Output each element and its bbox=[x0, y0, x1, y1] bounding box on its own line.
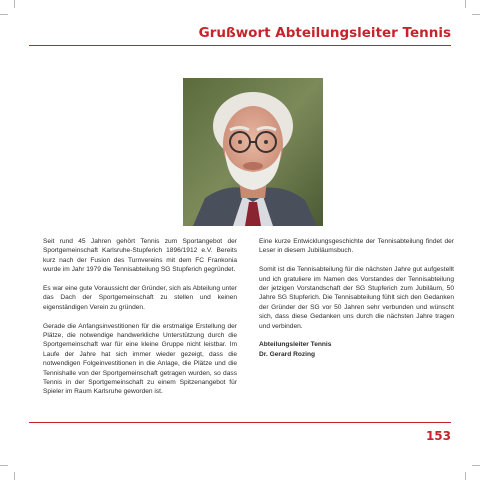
paragraph: Gerade die Anfangsinvestitionen für die erstmalige Erstellung der Plätze, die notwendige handwerkliche Unterstützung durch die Sportgemeinschaft war für eine kleine Gruppe nicht leistbar. Im Laufe der Jahre hat sich immer wieder gezeigt, dass die notwendigen Folgeinvestitionen in die Anlage, die Plätze und die Tennishalle von der Sportgemeinschaft getragen wurden, so dass Tennis in der Sportgemeinschaft zu einem Spitzenangebot für Spieler im Raum Karlsruhe geworden ist. bbox=[43, 322, 237, 396]
page-title: Grußwort Abteilungsleiter Tennis bbox=[198, 25, 451, 41]
crop-mark bbox=[472, 465, 480, 466]
crop-mark bbox=[14, 472, 15, 480]
crop-mark bbox=[14, 0, 15, 8]
crop-mark bbox=[465, 472, 466, 480]
crop-mark bbox=[0, 465, 8, 466]
right-column bbox=[259, 237, 454, 359]
paragraph: Es war eine gute Voraussicht der Gründer, sich als Abteilung unter das Dach der Sportgemeinschaft zu stellen und keinen eigenständigen Verein zu gründen. bbox=[43, 285, 237, 311]
paragraph: Eine kurze Entwicklungsgeschichte der Tennisabteilung findet der Leser in diesem Jubiläumsbuch. bbox=[259, 238, 454, 255]
title-divider bbox=[29, 45, 451, 46]
crop-mark bbox=[465, 0, 466, 8]
signature-role: Abteilungsleiter Tennis bbox=[259, 341, 332, 349]
signature-name: Dr. Gerard Rozing bbox=[259, 350, 316, 358]
footer-divider bbox=[29, 422, 451, 423]
portrait-photo bbox=[183, 78, 323, 226]
page-number: 153 bbox=[425, 429, 451, 443]
crop-mark bbox=[0, 14, 8, 15]
paragraph: Seit rund 45 Jahren gehört Tennis zum Sportangebot der Sportgemeinschaft Karlsruhe-Stupferich 1896/1912 e.V. Bereits kurz nach der Fusion des Turnvereins mit dem FC Frankonia wurde im Jahr 1979 die Tennisabteilung SG Stupferich gegründet. bbox=[43, 238, 237, 274]
left-column bbox=[43, 237, 237, 406]
paragraph: Somit ist die Tennisabteilung für die nächsten Jahre gut aufgestellt und ich gratuliere im Namen des Vorstandes der Tennisabteilung der jetzigen Vorstandschaft der SG Stupferich zum Jubiläum, 50 Jahre SG Stupferich. Die Tennisabteilung fühlt sich den Gedanken der Gründer der SG vor 50 Jahren sehr verbunden und wünscht sich, dass diese Gedanken uns durch die nächsten Jahre tragen und verbinden. bbox=[259, 266, 454, 330]
crop-mark bbox=[472, 14, 480, 15]
